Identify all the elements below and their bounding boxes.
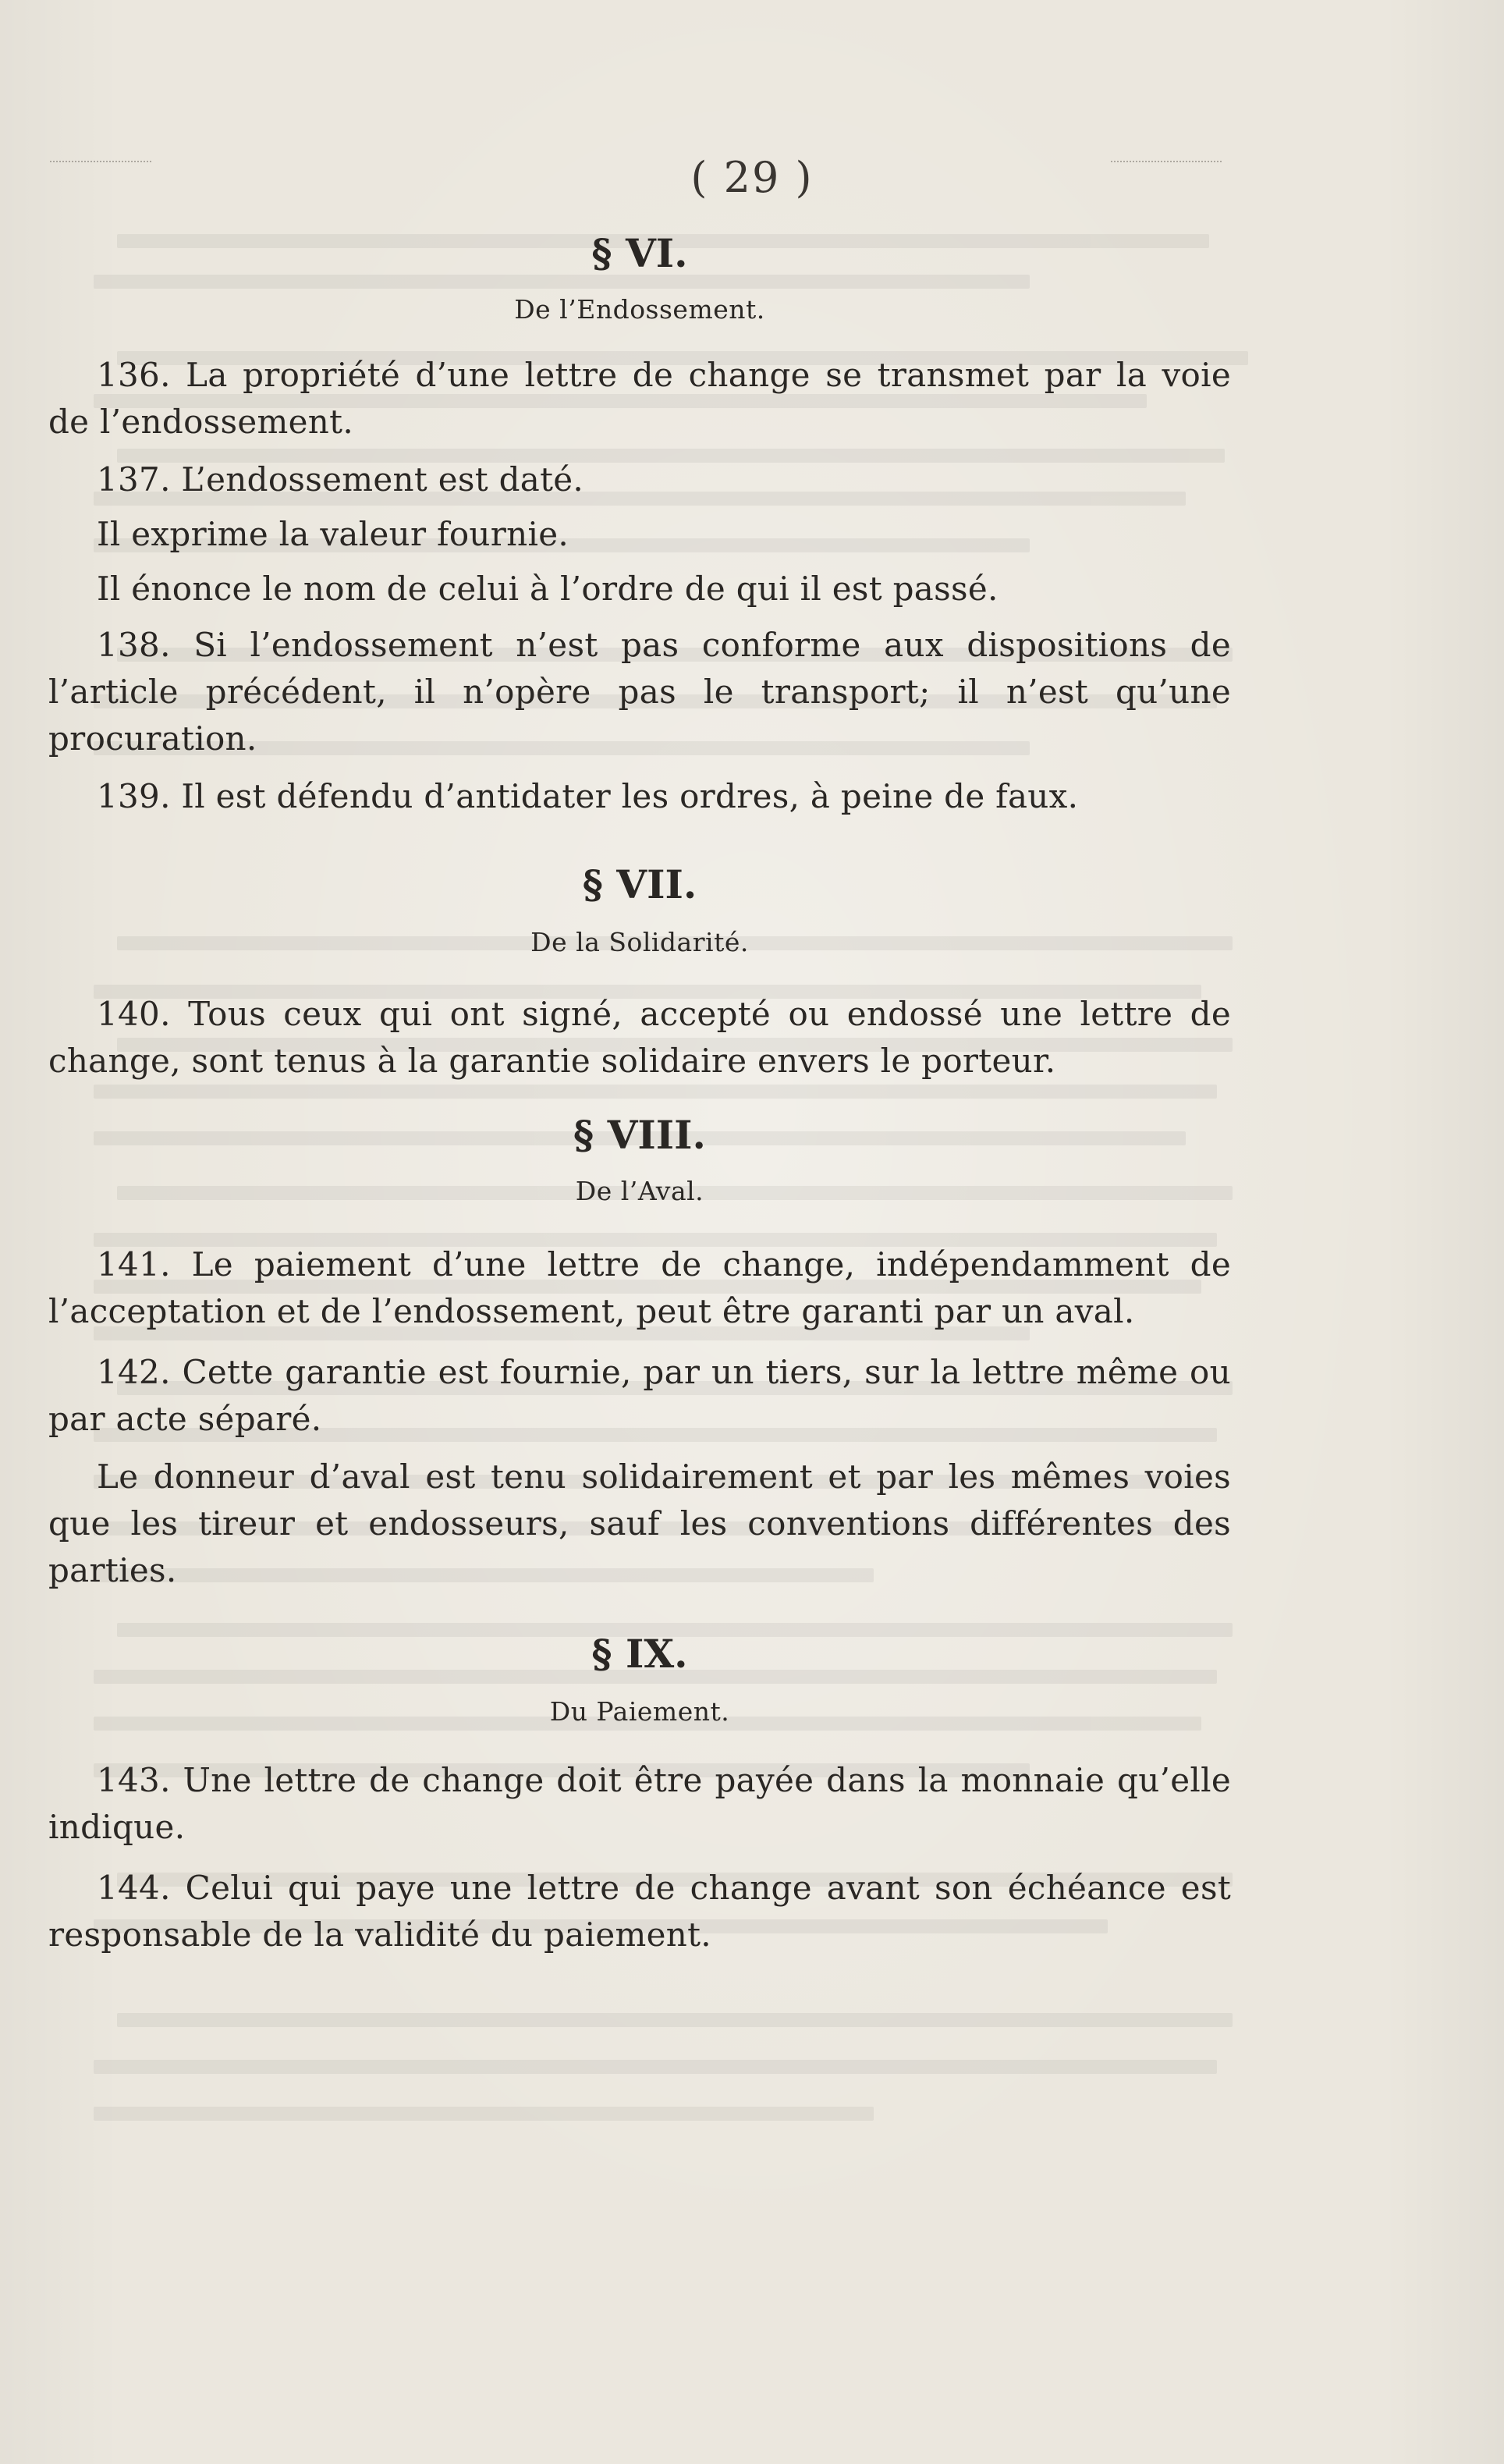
section-title-ix: § IX. bbox=[591, 1631, 688, 1677]
paragraph-137: 137. L’endossement est daté. bbox=[97, 460, 584, 499]
paragraph-139: 139. Il est défendu d’antidater les ordres, à peine de faux. bbox=[97, 777, 1079, 815]
page-number: ( 29 ) bbox=[690, 153, 814, 202]
section-title-viii: § VIII. bbox=[573, 1112, 706, 1158]
section-subtitle-viii: De l’Aval. bbox=[575, 1176, 704, 1206]
section-title-vii: § VII. bbox=[582, 861, 697, 907]
paragraph-141: 141. Le paiement d’une lettre de change, indépendamment de l’acceptation et de l’endossement, peut être garanti par un aval. bbox=[48, 1245, 1231, 1330]
paragraph-140: 140. Tous ceux qui ont signé, accepté ou endossé une lettre de change, sont tenus à la garantie solidaire envers le porteur. bbox=[48, 995, 1231, 1080]
section-title-vi: § VI. bbox=[591, 230, 688, 276]
section-subtitle-ix: Du Paiement. bbox=[549, 1696, 730, 1727]
paragraph-137-ordre: Il énonce le nom de celui à l’ordre de qui il est passé. bbox=[97, 570, 999, 608]
section-subtitle-vi: De l’Endossement. bbox=[514, 294, 765, 325]
text-column bbox=[48, 226, 1231, 1958]
paragraph-142-aval: Le donneur d’aval est tenu solidairement et par les mêmes voies que les tireur et endosseurs, sauf les conventions différentes des parties. bbox=[48, 1457, 1231, 1589]
paragraph-138: 138. Si l’endossement n’est pas conforme aux dispositions de l’article précédent, il n’opère pas le transport; il n’est qu’une procuration. bbox=[48, 626, 1231, 758]
paragraph-144: 144. Celui qui paye une lettre de change avant son échéance est responsable de la validité du paiement. bbox=[48, 1869, 1231, 1954]
paragraph-143: 143. Une lettre de change doit être payée dans la monnaie qu’elle indique. bbox=[48, 1761, 1231, 1846]
paragraph-142: 142. Cette garantie est fournie, par un tiers, sur la lettre même ou par acte séparé. bbox=[48, 1353, 1231, 1438]
paragraph-136: 136. La propriété d’une lettre de change se transmet par la voie de l’endossement. bbox=[48, 356, 1231, 441]
section-subtitle-vii: De la Solidarité. bbox=[530, 927, 749, 957]
paragraph-137-valeur: Il exprime la valeur fournie. bbox=[97, 515, 569, 553]
